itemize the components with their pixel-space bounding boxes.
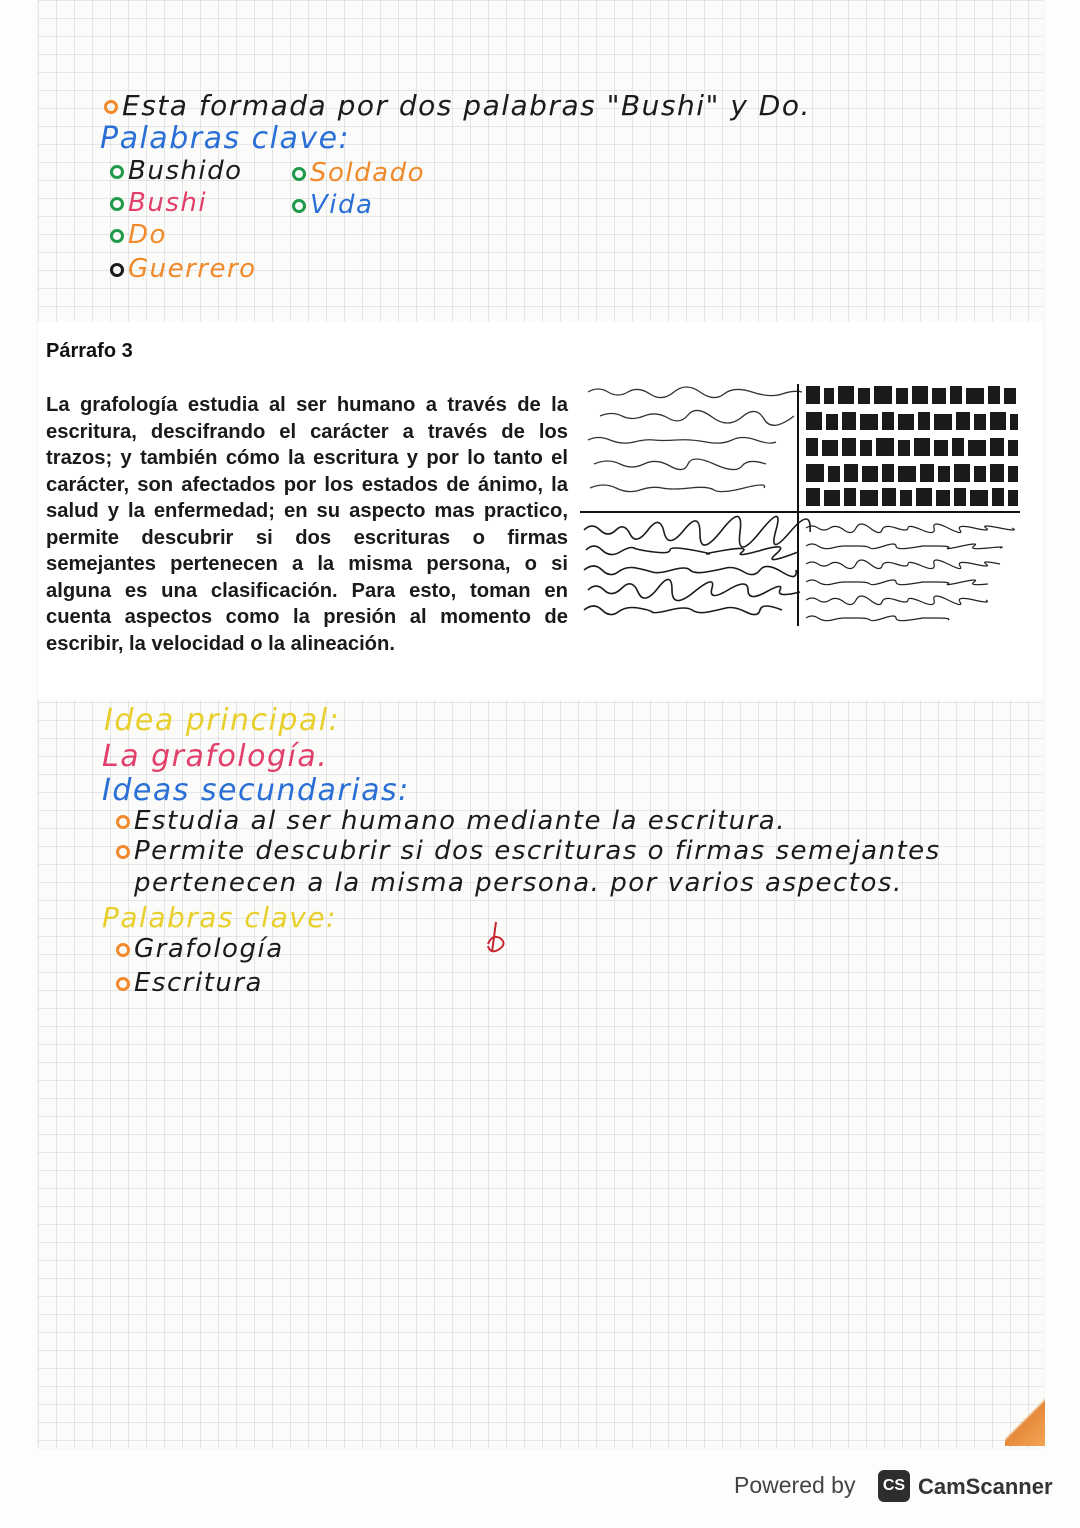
bullet-icon — [104, 100, 118, 114]
keyword-item: Grafología — [116, 936, 284, 962]
bullet-icon — [110, 197, 124, 211]
composition-line: Esta formada por dos palabras "Bushi" y Do. — [104, 92, 811, 120]
keyword-item: Guerrero — [110, 256, 257, 282]
bullet-icon — [110, 229, 124, 243]
bullet-icon — [116, 845, 130, 859]
handwriting-sample-image — [580, 380, 1020, 630]
keyword-item: Bushido — [110, 158, 242, 184]
bullet-icon — [292, 167, 306, 181]
main-idea-heading: Idea principal: — [104, 703, 341, 738]
keyword-item: Escritura — [116, 970, 263, 996]
bullet-icon — [116, 943, 130, 957]
paragraph-title: Párrafo 3 — [46, 340, 133, 362]
page-corner-curl — [1005, 1398, 1045, 1446]
keyword-item: Vida — [292, 192, 373, 218]
keywords-heading-1: Palabras clave: — [100, 121, 351, 156]
keyword-item: Soldado — [292, 160, 425, 186]
bullet-icon — [292, 199, 306, 213]
camscanner-brand: CamScanner — [918, 1474, 1053, 1499]
secondary-idea-continuation: pertenecen a la misma persona. por varios aspectos. — [134, 868, 903, 898]
keyword-item: Do — [110, 222, 167, 248]
main-idea: La grafología. — [102, 739, 329, 774]
bullet-icon — [116, 815, 130, 829]
camscanner-logo-icon: CS — [878, 1470, 910, 1502]
correction-mark-icon — [478, 918, 518, 958]
secondary-idea-item: Permite descubrir si dos escrituras o firmas semejantes — [116, 838, 941, 864]
powered-by-text: Powered by — [734, 1472, 856, 1498]
keyword-item: Bushi — [110, 190, 207, 216]
bullet-icon — [110, 165, 124, 179]
secondary-idea-item: Estudia al ser humano mediante la escritura. — [116, 808, 786, 834]
bullet-icon — [116, 977, 130, 991]
paragraph-body: La grafología estudia al ser humano a través de la escritura, descifrando el carácter a través de los trazos; y también cómo la escritura y por lo tanto el carácter, son afectados por los estados de ánimo, la salud y la enfermedad; en su aspecto mas practico, permite descubrir si dos escrituras o firmas semejantes pertenecen a la misma persona, o si alguna es una clasificación. Para esto, toman en cuenta aspectos como la presión al momento de escribir, la velocidad o la alineación. — [46, 394, 568, 655]
secondary-ideas-heading: Ideas secundarias: — [102, 773, 410, 808]
keywords-heading-2: Palabras clave: — [102, 901, 337, 934]
bullet-icon — [110, 263, 124, 277]
